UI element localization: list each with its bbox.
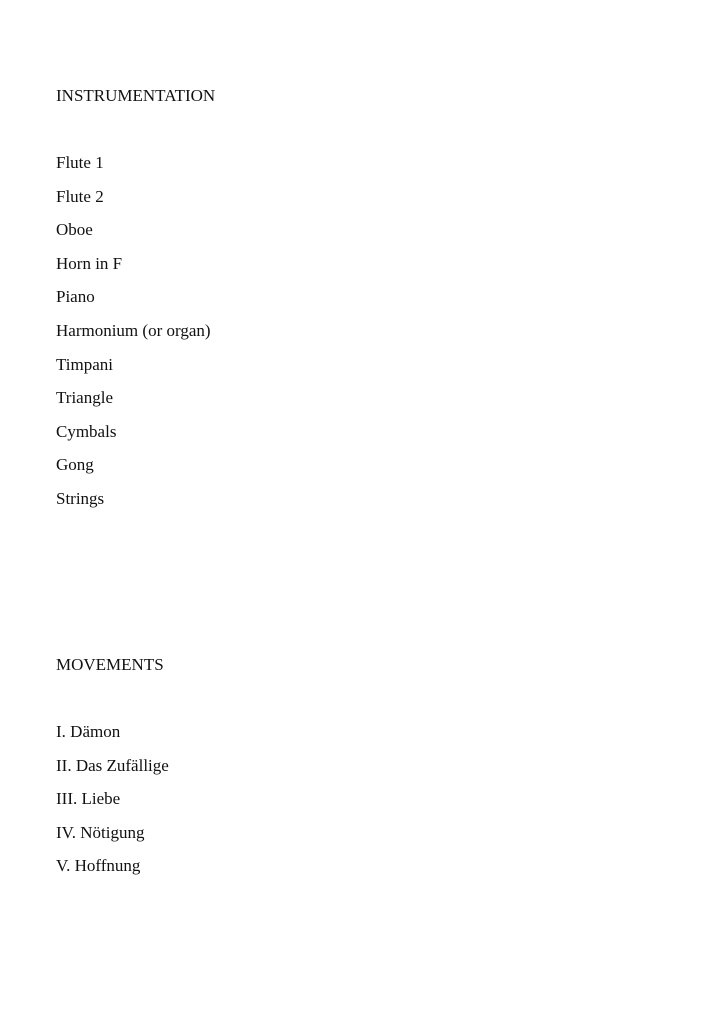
instrument-item: Cymbals — [56, 421, 117, 441]
instrument-item: Flute 2 — [56, 186, 104, 206]
instrument-item: Triangle — [56, 388, 113, 408]
movements-list — [56, 722, 169, 890]
movement-item: V. Hoffnung — [56, 856, 141, 876]
movement-item: I. Dämon — [56, 722, 121, 741]
movement-item: III. Liebe — [56, 789, 121, 809]
instrument-item: Horn in F — [56, 253, 123, 273]
instrument-item: Timpani — [56, 354, 114, 374]
instrument-item: Oboe — [56, 220, 93, 240]
instrument-item: Strings — [56, 488, 105, 508]
movement-item: IV. Nötigung — [56, 822, 145, 842]
instrument-item: Flute 1 — [56, 153, 104, 172]
instrumentation-heading: INSTRUMENTATION — [56, 86, 216, 105]
instrument-item: Gong — [56, 455, 94, 475]
movements-heading: MOVEMENTS — [56, 655, 164, 674]
instrument-item: Piano — [56, 287, 95, 307]
movement-item: II. Das Zufällige — [56, 755, 169, 775]
instrument-item: Harmonium (or organ) — [56, 320, 211, 340]
instrumentation-list — [56, 153, 211, 523]
